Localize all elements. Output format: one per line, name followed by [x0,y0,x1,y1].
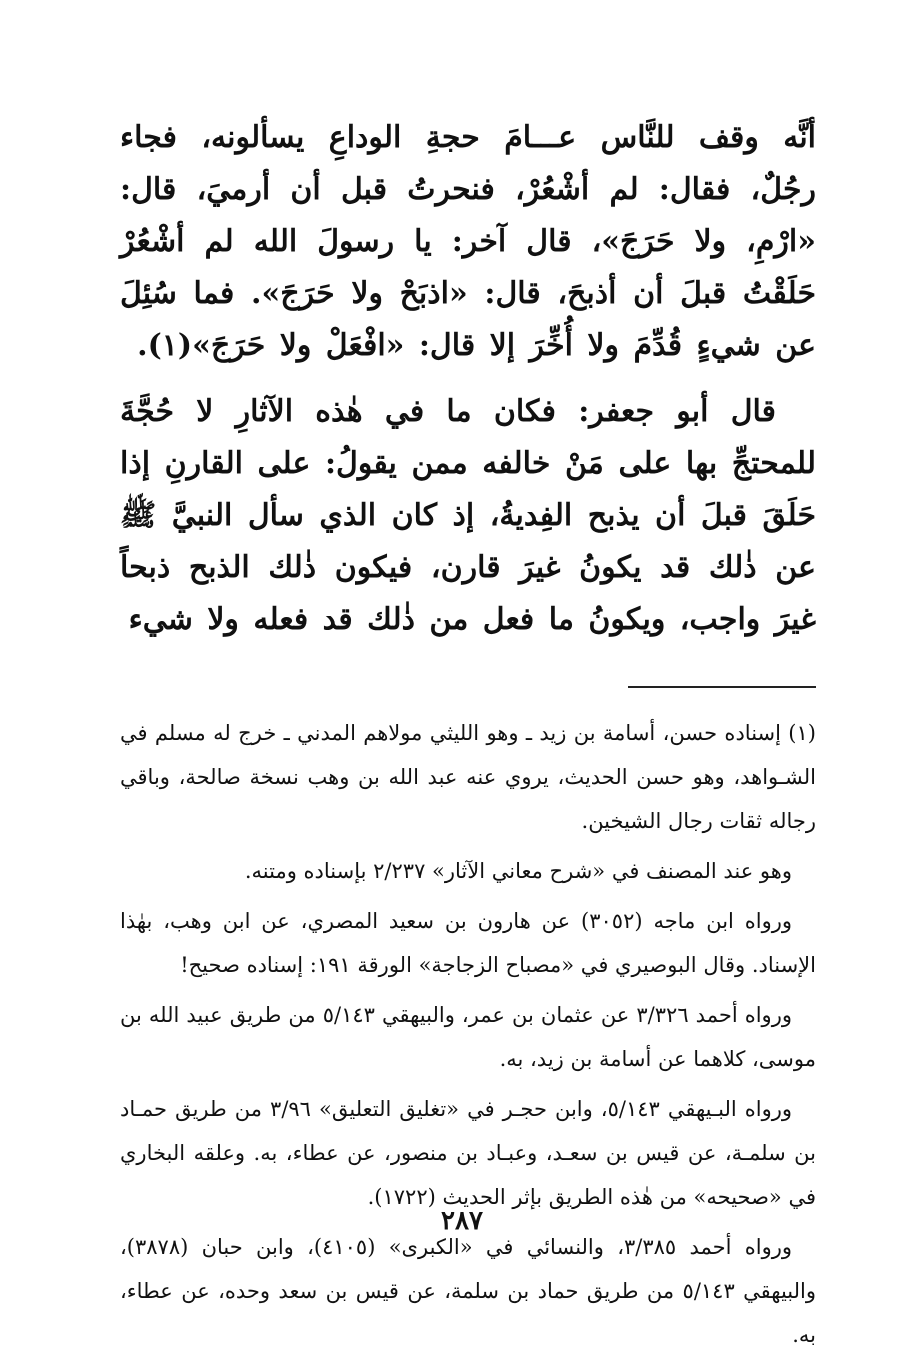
footnote-paragraph: ورواه البـيهقي ٥/١٤٣، وابن حجـر في «تغليق التعليق» ٣/٩٦ من طريق حمـاد بن سلمـة، عن قيس بن سعـد، وعبـاد بن منصور، عن عطاء، به. وعلقه البخاري في «صحيحه» من هٰذه الطريق بإثر الحديث (١٧٢٢). [120,1097,816,1209]
main-paragraph-1: أنَّه وقف للنَّاس عـــامَ حجةِ الوداعِ يسألونه، فجاء رجُلٌ، فقال: لم أشْعُرْ، فنحرتُ قبل أن أرميَ، قال: «ارْمِ، ولا حَرَجَ»، قال آخر: يا رسولَ الله لم أشْعُرْ حَلَقْتُ قبلَ أن أذبحَ، قال: «اذبَحْ ولا حَرَجَ». فما سُئِلَ عن شيءٍ قُدِّمَ ولا أُخِّرَ إلا قال: «افْعَلْ ولا حَرَجَ»(١). [120,120,816,363]
footnote-paragraph: ورواه أحمد ٣/٣٨٥، والنسائي في «الكبرى» (٤١٠٥)، وابن حبان (٣٨٧٨)، والبيهقي ٥/١٤٣ من طريق حماد بن سلمة، عن قيس بن سعد وحده، عن عطاء، به. [120,1235,816,1347]
footnote-divider [120,686,816,687]
footnote-1: (١) إسناده حسن، أسامة بن زيد ـ وهو الليثي مولاهم المدني ـ خرج له مسلم في الشـواهد، وهو حسن الحديث، يروي عنه عبد الله بن وهب نسخة صالحة، وباقي رجاله ثقات رجال الشيخين. [120,721,816,833]
footnote-paragraph: وهو عند المصنف في «شرح معاني الآثار» ٢/٢٣٧ بإسناده ومتنه. [244,859,792,883]
footnote-paragraph: ورواه ابن ماجه (٣٠٥٢) عن هارون بن سعيد المصري، عن ابن وهب، بهٰذا الإسناد. وقال البوصيري في «مصباح الزجاجة» الورقة ١٩١: إسناده صحيح! [120,909,816,977]
footnote-paragraph: ورواه أحمد ٣/٣٢٦ عن عثمان بن عمر، والبيهقي ٥/١٤٣ من طريق عبيد الله بن موسى، كلاهما عن أسامة بن زيد، به. [120,1003,816,1071]
page-body [120,112,816,1357]
main-paragraph-2: قال أبو جعفر: فكان ما في هٰذه الآثارِ لا حُجَّةَ للمحتجِّ بها على مَنْ خالفه ممن يقولُ: على القارنِ إذا حَلَقَ قبلَ أن يذبح الفِديةُ، إذ كان الذي سأل النبيَّ ﷺ عن ذٰلك قد يكونُ غيرَ قارن، فيكون ذٰلك الذبح ذبحاً غيرَ واجب، ويكونُ ما فعل من ذٰلك قد فعله ولا شيء [120,394,816,637]
footnotes [120,711,816,1357]
page-number: ٢٨٧ [441,1206,483,1236]
main-text [120,112,816,646]
